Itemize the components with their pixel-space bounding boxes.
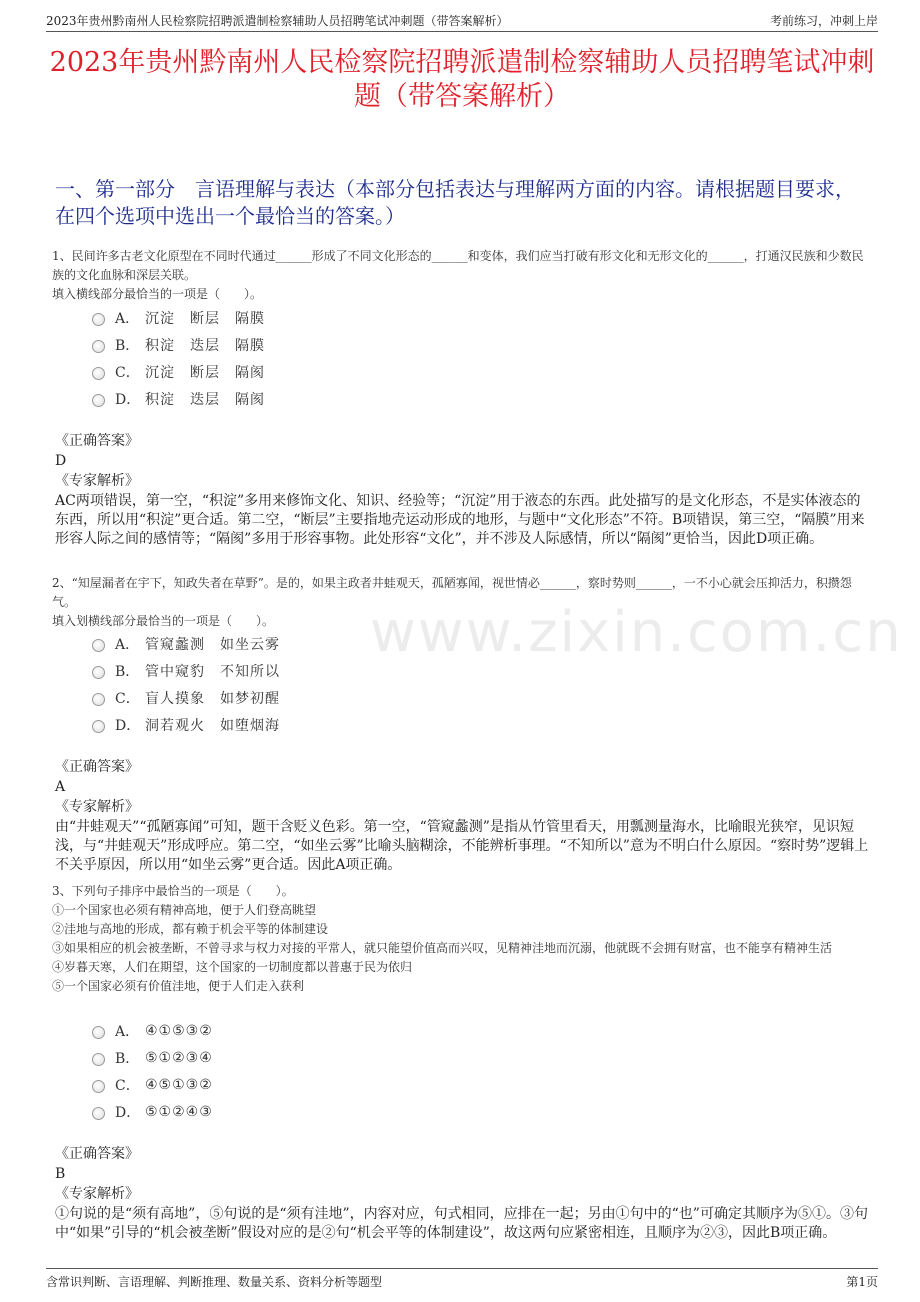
answer-value: B [55,1166,66,1182]
option-c[interactable]: C． 盲人摸象 如梦初醒 [92,684,280,711]
sentence-3: ③如果相应的机会被垄断，不曾寻求与权力对接的平常人，就只能望价值高而兴叹，见精神洼地而沉溺，他就既不会拥有财富，也不能享有精神生活 [52,941,833,955]
header-title: 2023年贵州黔南州人民检察院招聘派遣制检察辅助人员招聘笔试冲刺题（带答案解析） [46,14,509,28]
document-title: 2023年贵州黔南州人民检察院招聘派遣制检察辅助人员招聘笔试冲刺题（带答案解析） [49,47,875,112]
sentence-1: ①一个国家也必须有精神高地，便于人们登高眺望 [52,903,317,917]
question-1-options [92,304,265,412]
option-b[interactable]: B． ⑤①②③④ [92,1044,213,1071]
answer-value: A [55,779,66,795]
watermark: www.zixin.com.cn [370,600,903,665]
analysis-text: 由“井蛙观天”“孤陋寡闻”可知，题干含贬义色彩。第一空，“管窥蠡测”是指从竹管里看天，用瓢测量海水，比喻眼光狭窄，见识短浅，与“井蛙观天”形成呼应。第二空，“如坐云雾”比喻头脑糊涂，不能辨析事理。“不知所以”意为不明白什么原因。“察时势”逻辑上不关乎原因，所以用“如坐云雾”更合适。因此A项正确。 [55,819,869,873]
radio-icon[interactable] [92,1026,105,1039]
option-a[interactable]: A． 管窥蠡测 如坐云雾 [92,630,280,657]
question-2-answer [55,758,872,875]
question-3-stem [52,882,872,996]
question-text: 2、“知屋漏者在宇下，知政失者在草野”。是的，如果主政者井蛙观天，孤陋寡闻，视世情必______，察时势则______，一不小心就会压抑活力，积攒怨气。 [52,576,852,609]
analysis-text: AC两项错误，第一空，“积淀”多用来修饰文化、知识、经验等；“沉淀”用于液态的东西。此处描写的是文化形态，不是实体液态的东西，所以用“积淀”更合适。第二空，“断层”主要指地壳运动形成的地形，与题中“文化形态”不符。B项错误，第三空，“隔膜”用来形容人际之间的感情等；“隔阂”多用于形容事物。此处形容“文化”，并不涉及人际感情，所以“隔阂”更恰当，因此D项正确。 [55,493,865,547]
question-text: 1、民间许多古老文化原型在不同时代通过______形成了不同文化形态的______和变体，我们应当打破有形文化和无形文化的______，打通汉民族和少数民族的文化血脉和深层关联。 [52,249,864,282]
radio-icon[interactable] [92,1080,105,1093]
analysis-text: ①句说的是“须有高地”，⑤句说的是“须有洼地”，内容对应，句式相同，应排在一起；另由①句中的“也”可确定其顺序为⑤①。③句中“如果”引导的“机会被垄断”假设对应的是②句“机会平等的体制建设”，故这两句应紧密相连，且顺序为②③，因此B项正确。 [55,1206,868,1241]
radio-icon[interactable] [92,313,105,326]
footer-note: 含常识判断、言语理解、判断推理、数量关系、资料分析等题型 [46,1275,383,1289]
option-b[interactable]: B． 积淀 迭层 隔膜 [92,331,265,358]
analysis-label: 《专家解析》 [55,1186,139,1202]
option-c[interactable]: C． ④⑤①③② [92,1071,213,1098]
radio-icon[interactable] [92,720,105,733]
radio-icon[interactable] [92,639,105,652]
analysis-label: 《专家解析》 [55,473,139,489]
question-3-answer [55,1145,872,1243]
sentence-4: ④岁暮天寒，人们在期望，这个国家的一切制度都以普惠于民为依归 [52,960,413,974]
option-a[interactable]: A． 沉淀 断层 隔膜 [92,304,265,331]
analysis-label: 《专家解析》 [55,799,139,815]
header-slogan: 考前练习，冲刺上岸 [769,14,878,28]
option-d[interactable]: D． 洞若观火 如堕烟海 [92,711,280,738]
radio-icon[interactable] [92,1053,105,1066]
question-2-options [92,630,280,738]
question-text: 3、下列句子排序中最恰当的一项是（ ）。 [52,884,294,898]
sentence-2: ②洼地与高地的形成，都有赖于机会平等的体制建设 [52,922,329,936]
question-prompt: 填入横线部分最恰当的一项是（ ）。 [52,287,263,301]
option-a[interactable]: A． ④①⑤③② [92,1017,213,1044]
question-3-options [92,1017,213,1125]
radio-icon[interactable] [92,394,105,407]
option-d[interactable]: D． 积淀 迭层 隔阂 [92,385,265,412]
question-1-answer [55,432,872,549]
option-d[interactable]: D． ⑤①②④③ [92,1098,213,1125]
radio-icon[interactable] [92,693,105,706]
question-1-stem [52,247,872,304]
answer-label: 《正确答案》 [55,1146,139,1162]
page-number: 第1页 [846,1275,878,1289]
page-header [46,10,878,32]
answer-value: D [55,453,67,469]
question-2-stem [52,574,872,631]
question-prompt: 填入划横线部分最恰当的一项是（ ）。 [52,614,275,628]
page-footer [46,1268,878,1289]
answer-label: 《正确答案》 [55,433,139,449]
answer-label: 《正确答案》 [55,759,139,775]
radio-icon[interactable] [92,1107,105,1120]
radio-icon[interactable] [92,367,105,380]
radio-icon[interactable] [92,340,105,353]
radio-icon[interactable] [92,666,105,679]
option-b[interactable]: B． 管中窥豹 不知所以 [92,657,280,684]
sentence-5: ⑤一个国家必须有价值洼地，便于人们走入获利 [52,979,305,993]
option-c[interactable]: C． 沉淀 断层 隔阂 [92,358,265,385]
section-heading: 一、第一部分 言语理解与表达（本部分包括表达与理解两方面的内容。请根据题目要求，在四个选项中选出一个最恰当的答案。） [55,177,855,228]
